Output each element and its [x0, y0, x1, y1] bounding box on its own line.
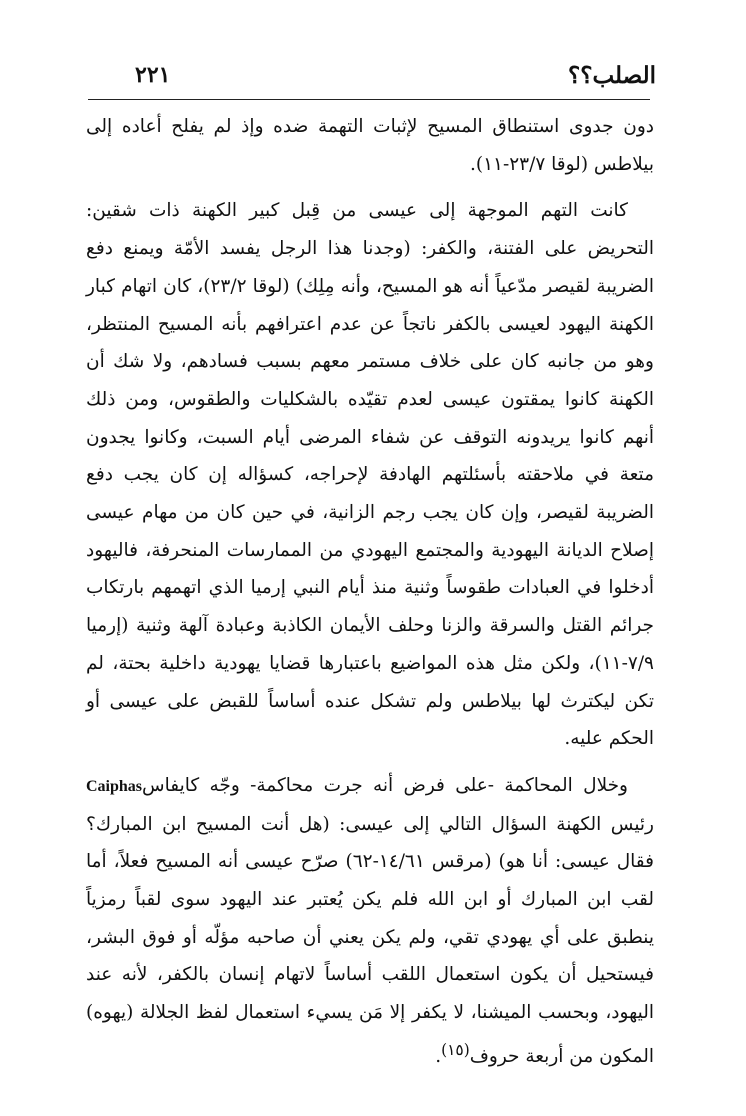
paragraph-1: دون جدوى استنطاق المسيح لإثبات التهمة ضده وإذ لم يفلح أعاده إلى بيلاطس (لوقا ٢٣/٧-١١).	[86, 116, 654, 175]
paragraph-3-start: وخلال المحاكمة -على فرض أنه جرت محاكمة- وجّه كايفاس	[142, 774, 628, 796]
running-title: الصلب؟؟	[568, 62, 656, 89]
header-rule	[88, 99, 650, 100]
paragraph-2: كانت التهم الموجهة إلى عيسى من قِبل كبير الكهنة ذات شقين: التحريض على الفتنة، والكفر: (وجدنا هذا الرجل يفسد الأمّة ويمنع دفع الضريبة لقيصر مدّعياً أنه هو المسيح، وأنه مِلِك) (لوقا ٢٣/٢)، كان اتهام كبار الكهنة اليهود لعيسى بالكفر ناتجاً عن عدم اعترافهم بأنه المسيح المنتظر، وهو من جانبه كان على خلاف مستمر معهم بسبب فسادهم، ولا شك أن الكهنة كانوا يمقتون عيسى لعدم تقيّده بالشكليات والطقوس، ومن ذلك أنهم كانوا يريدونه التوقف عن شفاء المرضى أيام السبت، وكانوا يجدون متعة في ملاحقته بأسئلتهم الهادفة لإحراجه، كسؤاله إن كان يجب دفع الضريبة لقيصر، وإن كان يجب رجم الزانية، في حين كان من مهام عيسى إصلاح الديانة اليهودية والمجتمع اليهودي من الممارسات المنحرفة، فاليهود أدخلوا في العبادات طقوساً وثنية منذ أيام النبي إرميا الذي اتهمهم بارتكاب جرائم القتل والسرقة والزنا وحلف الأيمان الكاذبة وعبادة آلهة وثنية (إرميا ٧/٩-١١)، ولكن مثل هذه المواضيع باعتبارها قضايا يهودية داخلية بحتة، لم تكن ليكترث لها بيلاطس ولم تشكل عنده أساساً للقبض على عيسى أو الحكم عليه.	[86, 200, 654, 750]
footnote-marker: (١٥)	[441, 1040, 470, 1059]
paragraph-3-end: .	[435, 1046, 442, 1068]
paragraph-3-rest: رئيس الكهنة السؤال التالي إلى عيسى: (هل أنت المسيح ابن المبارك؟ فقال عيسى: أنا هو) (مرقس ١٤/٦١-٦٢) صرّح عيسى أنه المسيح فعلاً، أما لقب ابن المبارك أو ابن الله فلم يكن يُعتبر عند اليهود سوى لقباً رمزياً ينطبق على أي يهودي تقي، ولم يكن يعني أن صاحبه مؤلّه أو فوق البشر، فيستحيل أن يكون استعمال اللقب أساساً لاتهام إنسان بالكفر، لأنه عند اليهود، وبحسب الميشنا، لا يكفر إلا مَن يسيء استعمال لفظ الجلالة (يهوه) المكون من أربعة حروف	[86, 813, 654, 1068]
page-number: ٢٢١	[135, 62, 171, 88]
latin-name: Caiphas	[86, 777, 143, 795]
body-text	[86, 108, 654, 1076]
paragraph-3	[86, 767, 654, 1076]
